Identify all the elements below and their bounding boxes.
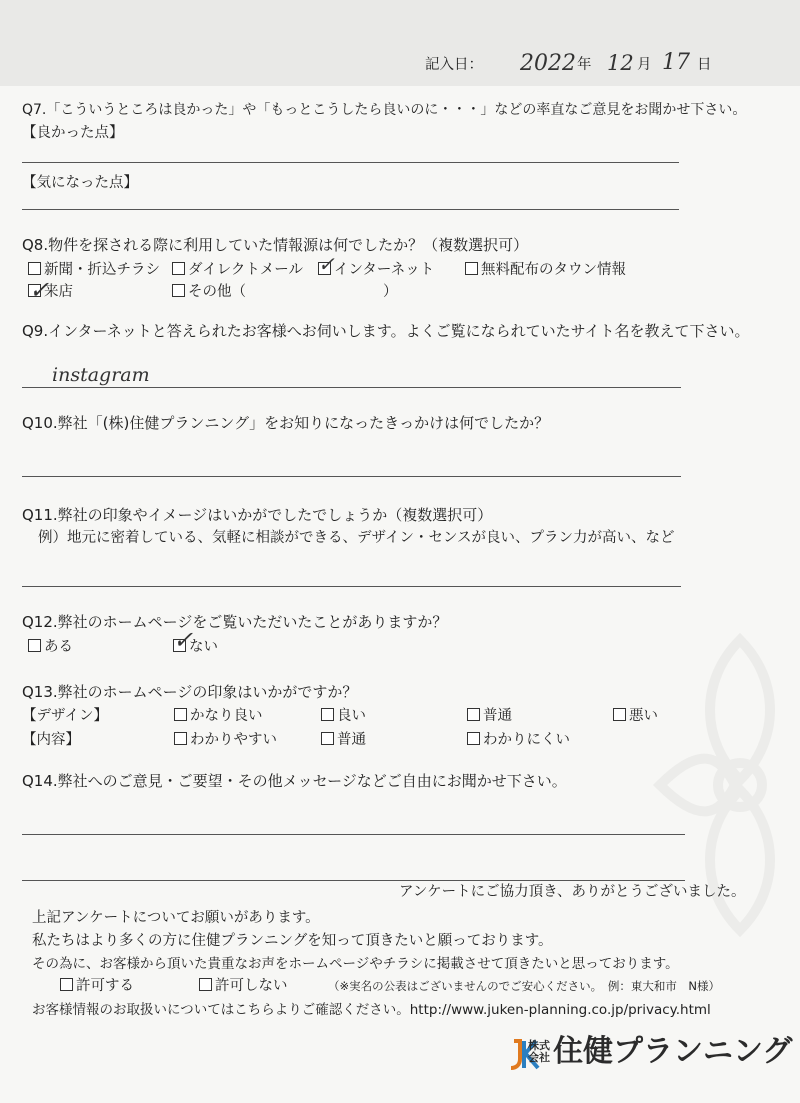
q12-question: Q12.弊社のホームページをご覧いただいたことがありますか？ <box>22 613 448 631</box>
q8-option-other-close: ） <box>383 284 398 300</box>
checkbox-icon <box>613 708 626 721</box>
q7-good-line[interactable] <box>22 162 679 163</box>
logo-name: 住健プランニング <box>553 1034 793 1069</box>
q12-option-yes[interactable]: ある <box>28 638 73 656</box>
checkbox-icon <box>28 639 41 652</box>
check-mark-icon: ✓ <box>29 276 50 304</box>
q13-content-hard[interactable]: わかりにくい <box>467 731 570 749</box>
q14-answer-line-1[interactable] <box>22 834 685 835</box>
q8-question: Q8.物件を探される際に利用していた情報源は何でしたか？（複数選択可） <box>22 236 529 254</box>
checkbox-icon <box>199 978 212 991</box>
q13-design-normal[interactable]: 普通 <box>467 707 512 725</box>
q13-question: Q13.弊社のホームページの印象はいかがですか？ <box>22 683 358 701</box>
date-label: 記入日： <box>425 57 483 73</box>
q8-option-other[interactable]: その他（ <box>172 283 246 301</box>
date-month-unit: 月 <box>637 57 652 73</box>
q7-question: Q7.「こういうところは良かった」や「もっとこうしたら良いのに・・・」などの率直なご意見をお聞かせ下さい。 <box>22 102 747 118</box>
footer-request-2: 私たちはより多くの方に住健プランニングを知って頂きたいと願っております。 <box>32 933 553 949</box>
q13-design-good[interactable]: 良い <box>321 707 366 725</box>
q13-content-easy[interactable]: わかりやすい <box>174 731 277 749</box>
q14-answer-line-2[interactable] <box>22 880 685 881</box>
q13-content-normal[interactable]: 普通 <box>321 731 366 749</box>
q9-answer[interactable]: instagram <box>52 364 150 386</box>
q9-question: Q9.インターネットと答えられたお客様へお伺いします。よくご覧になられていたサイト名を教えて下さい。 <box>22 322 750 340</box>
q12-option-no[interactable]: ない <box>173 638 218 656</box>
q13-design-bad[interactable]: 悪い <box>613 707 658 725</box>
date-day-unit: 日 <box>697 57 712 73</box>
q8-option-internet[interactable]: インターネット <box>318 261 434 279</box>
checkbox-icon <box>60 978 73 991</box>
q7-concern-line[interactable] <box>22 209 679 210</box>
q8-option-dm[interactable]: ダイレクトメール <box>172 261 303 279</box>
footer-deny[interactable]: 許可しない <box>199 977 288 995</box>
checkbox-icon <box>467 708 480 721</box>
date-year-unit: 年 <box>577 57 592 73</box>
footer-note: （※実名の公表はございませんのでご安心ください。 例：東大和市 N様） <box>328 979 720 993</box>
date-month: 12 <box>607 51 634 75</box>
check-mark-icon: ✓ <box>173 626 194 654</box>
checkbox-icon <box>172 284 185 297</box>
q11-example: 例）地元に密着している、気軽に相談ができる、デザイン・センスが良い、プラン力が高い、など <box>38 530 675 546</box>
logo-kaisha: 株式会社 <box>528 1039 550 1064</box>
q11-answer-line[interactable] <box>22 586 681 587</box>
checkbox-icon <box>172 262 185 275</box>
checkbox-icon <box>321 708 334 721</box>
checkbox-icon <box>174 732 187 745</box>
q8-option-visit[interactable]: 来店 <box>28 283 73 301</box>
checkbox-icon <box>321 732 334 745</box>
date-day: 17 <box>662 50 690 75</box>
q14-question: Q14.弊社へのご意見・ご要望・その他メッセージなどご自由にお聞かせ下さい。 <box>22 772 567 790</box>
footer-request-1: 上記アンケートについてお願いがあります。 <box>32 910 320 926</box>
q13-design-label: 【デザイン】 <box>22 708 108 724</box>
q7-concern-label: 【気になった点】 <box>22 175 138 191</box>
check-mark-icon: ✓ <box>318 252 335 276</box>
q8-option-newspaper[interactable]: 新聞・折込チラシ <box>28 261 160 279</box>
q10-question: Q10.弊社「(株)住健プランニング」をお知りになったきっかけは何でしたか？ <box>22 414 550 432</box>
checkbox-icon <box>467 732 480 745</box>
q13-content-label: 【内容】 <box>22 732 80 748</box>
footer-permit[interactable]: 許可する <box>60 977 134 995</box>
q10-answer-line[interactable] <box>22 476 681 477</box>
date-year: 2022 <box>520 51 576 76</box>
checkbox-icon <box>465 262 478 275</box>
q8-option-town-info[interactable]: 無料配布のタウン情報 <box>465 261 626 279</box>
q13-design-very-good[interactable]: かなり良い <box>174 707 263 725</box>
checkbox-icon <box>174 708 187 721</box>
checkbox-icon <box>28 262 41 275</box>
footer-privacy[interactable]: お客様情報のお取扱いについてはこちらよりご確認ください。http://www.juken-planning.co.jp/privacy.html <box>32 1002 711 1018</box>
q9-answer-line <box>22 387 681 388</box>
q7-good-label: 【良かった点】 <box>22 125 124 141</box>
footer-request-3: その為に、お客様から頂いた貴重なお声をホームページやチラシに掲載させて頂きたいと思っております。 <box>32 956 679 972</box>
footer-thanks: アンケートにご協力頂き、ありがとうございました。 <box>399 884 746 900</box>
q11-question: Q11.弊社の印象やイメージはいかがでしたでしょうか（複数選択可） <box>22 506 493 524</box>
